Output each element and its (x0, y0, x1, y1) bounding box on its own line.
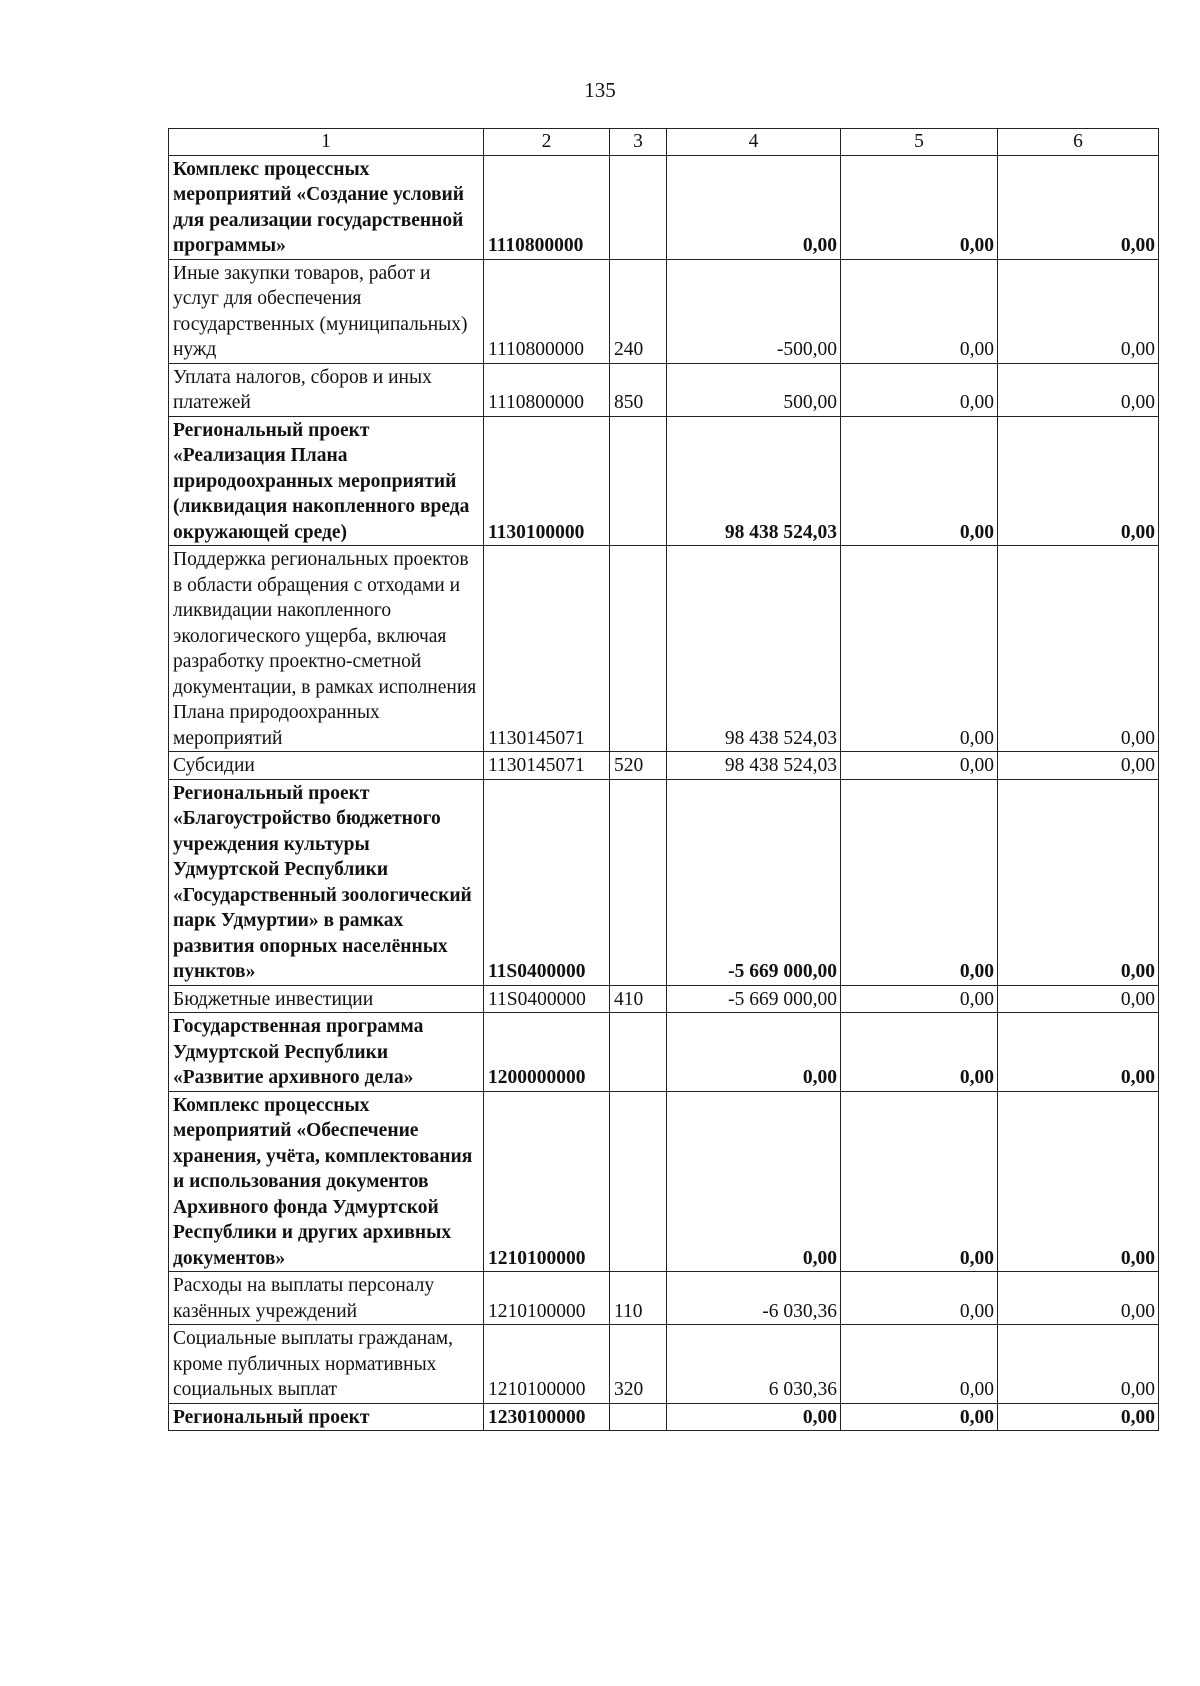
table-row (169, 1272, 1159, 1325)
cell-value-col6: 0,00 (998, 779, 1159, 985)
cell-code: 1130145071 (484, 752, 610, 780)
cell-name: Комплекс процессных мероприятий «Обеспечение хранения, учёта, комплектования и использования документов Архивного фонда Удмуртской Республики и других архивных документов» (169, 1091, 484, 1272)
table-row (169, 259, 1159, 363)
cell-value-col5: 0,00 (841, 752, 998, 780)
table-body (169, 155, 1159, 1431)
cell-code: 1210100000 (484, 1325, 610, 1404)
cell-value-col4: 6 030,36 (667, 1325, 841, 1404)
table-row (169, 546, 1159, 752)
cell-code: 1130145071 (484, 546, 610, 752)
cell-value-col4: -5 669 000,00 (667, 779, 841, 985)
cell-name: Бюджетные инвестиции (169, 985, 484, 1013)
cell-value-col4: 98 438 524,03 (667, 752, 841, 780)
cell-code: 11S0400000 (484, 985, 610, 1013)
cell-expense-type: 240 (610, 259, 667, 363)
cell-value-col5: 0,00 (841, 985, 998, 1013)
cell-name: Комплекс процессных мероприятий «Создание условий для реализации государственной программы» (169, 155, 484, 259)
cell-code: 1230100000 (484, 1403, 610, 1431)
cell-value-col4: -500,00 (667, 259, 841, 363)
cell-value-col6: 0,00 (998, 1091, 1159, 1272)
cell-value-col6: 0,00 (998, 1403, 1159, 1431)
cell-value-col4: -5 669 000,00 (667, 985, 841, 1013)
cell-code: 1110800000 (484, 259, 610, 363)
cell-name: Поддержка региональных проектов в области обращения с отходами и ликвидации накопленного экологического ущерба, включая разработку проектно-сметной документации, в рамках исполнения Плана природоохранных мероприятий (169, 546, 484, 752)
cell-value-col4: -6 030,36 (667, 1272, 841, 1325)
cell-value-col6: 0,00 (998, 1325, 1159, 1404)
header-col-4: 4 (667, 129, 841, 156)
cell-expense-type: 320 (610, 1325, 667, 1404)
table-row (169, 155, 1159, 259)
cell-expense-type (610, 779, 667, 985)
cell-expense-type (610, 155, 667, 259)
cell-value-col6: 0,00 (998, 752, 1159, 780)
cell-value-col4: 0,00 (667, 1013, 841, 1092)
cell-code: 1110800000 (484, 363, 610, 416)
cell-code: 1200000000 (484, 1013, 610, 1092)
cell-value-col5: 0,00 (841, 155, 998, 259)
cell-value-col4: 0,00 (667, 1403, 841, 1431)
cell-name: Социальные выплаты гражданам, кроме публичных нормативных социальных выплат (169, 1325, 484, 1404)
table-row (169, 1325, 1159, 1404)
cell-value-col5: 0,00 (841, 1272, 998, 1325)
header-col-1: 1 (169, 129, 484, 156)
cell-value-col5: 0,00 (841, 416, 998, 546)
table-row (169, 985, 1159, 1013)
cell-value-col5: 0,00 (841, 1403, 998, 1431)
cell-code: 1130100000 (484, 416, 610, 546)
header-col-5: 5 (841, 129, 998, 156)
cell-expense-type: 410 (610, 985, 667, 1013)
cell-name: Иные закупки товаров, работ и услуг для обеспечения государственных (муниципальных) нужд (169, 259, 484, 363)
cell-name: Государственная программа Удмуртской Республики «Развитие архивного дела» (169, 1013, 484, 1092)
cell-value-col4: 500,00 (667, 363, 841, 416)
cell-value-col5: 0,00 (841, 1013, 998, 1092)
cell-value-col4: 0,00 (667, 155, 841, 259)
header-col-3: 3 (610, 129, 667, 156)
table-row (169, 1403, 1159, 1431)
cell-value-col4: 98 438 524,03 (667, 546, 841, 752)
cell-name: Региональный проект (169, 1403, 484, 1431)
cell-code: 1110800000 (484, 155, 610, 259)
cell-code: 11S0400000 (484, 779, 610, 985)
cell-code: 1210100000 (484, 1272, 610, 1325)
cell-value-col6: 0,00 (998, 155, 1159, 259)
budget-table (168, 128, 1159, 1431)
table-row (169, 363, 1159, 416)
cell-value-col6: 0,00 (998, 546, 1159, 752)
table-row (169, 779, 1159, 985)
cell-value-col5: 0,00 (841, 1325, 998, 1404)
cell-expense-type (610, 1403, 667, 1431)
cell-name: Региональный проект «Благоустройство бюджетного учреждения культуры Удмуртской Республики «Государственный зоологический парк Удмуртии» в рамках развития опорных населённых пунктов» (169, 779, 484, 985)
cell-expense-type (610, 416, 667, 546)
table-row (169, 416, 1159, 546)
cell-value-col5: 0,00 (841, 363, 998, 416)
cell-value-col5: 0,00 (841, 259, 998, 363)
cell-value-col5: 0,00 (841, 546, 998, 752)
header-col-6: 6 (998, 129, 1159, 156)
table-row (169, 1013, 1159, 1092)
cell-name: Уплата налогов, сборов и иных платежей (169, 363, 484, 416)
cell-name: Субсидии (169, 752, 484, 780)
table-row (169, 752, 1159, 780)
cell-value-col4: 0,00 (667, 1091, 841, 1272)
cell-value-col5: 0,00 (841, 1091, 998, 1272)
cell-value-col6: 0,00 (998, 985, 1159, 1013)
cell-value-col6: 0,00 (998, 416, 1159, 546)
cell-value-col4: 98 438 524,03 (667, 416, 841, 546)
cell-expense-type: 110 (610, 1272, 667, 1325)
cell-name: Региональный проект «Реализация Плана природоохранных мероприятий (ликвидация накопленного вреда окружающей среде) (169, 416, 484, 546)
cell-expense-type: 520 (610, 752, 667, 780)
cell-value-col6: 0,00 (998, 363, 1159, 416)
cell-name: Расходы на выплаты персоналу казённых учреждений (169, 1272, 484, 1325)
cell-expense-type (610, 1013, 667, 1092)
header-row (169, 129, 1159, 156)
cell-value-col6: 0,00 (998, 259, 1159, 363)
cell-expense-type (610, 546, 667, 752)
cell-value-col6: 0,00 (998, 1272, 1159, 1325)
cell-code: 1210100000 (484, 1091, 610, 1272)
cell-value-col5: 0,00 (841, 779, 998, 985)
cell-expense-type (610, 1091, 667, 1272)
page-number: 135 (584, 78, 616, 102)
cell-value-col6: 0,00 (998, 1013, 1159, 1092)
cell-expense-type: 850 (610, 363, 667, 416)
header-col-2: 2 (484, 129, 610, 156)
table-row (169, 1091, 1159, 1272)
